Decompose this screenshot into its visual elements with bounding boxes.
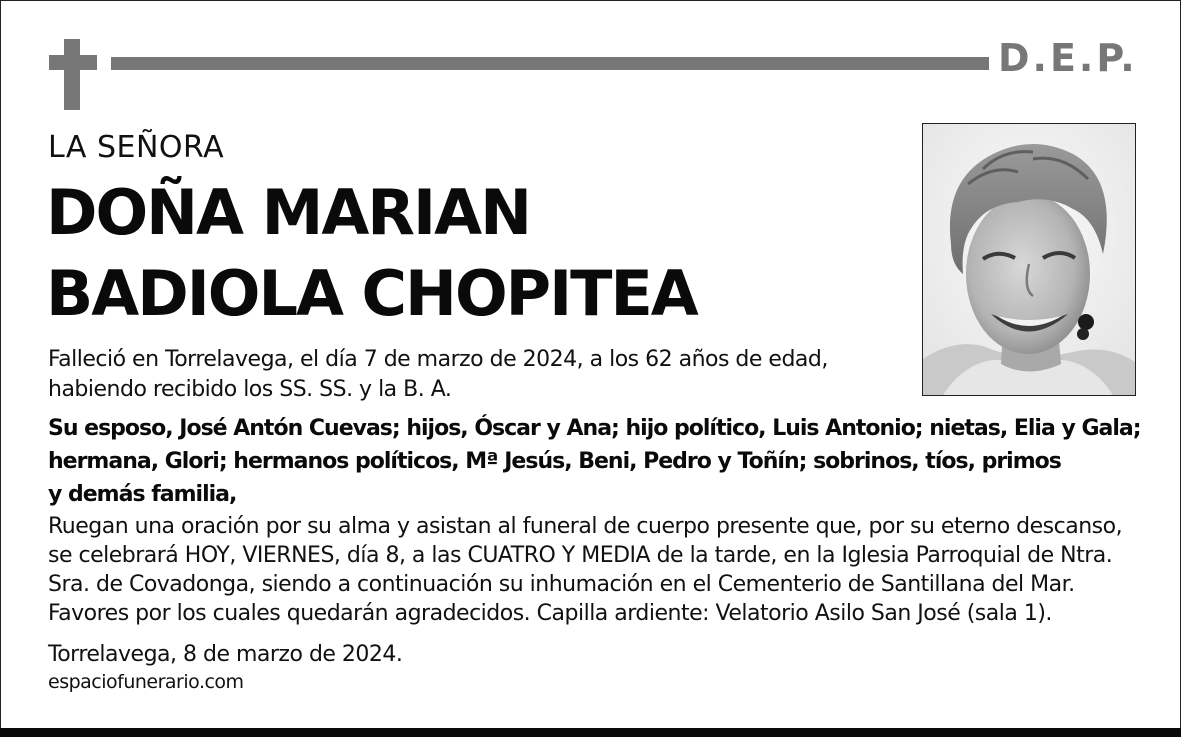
death-info-line2: habiendo recibido los SS. SS. y la B. A. (48, 377, 452, 402)
death-info-line1: Falleció en Torrelavega, el día 7 de marzo de 2024, a los 62 años de edad, (48, 347, 828, 372)
family-line3: y demás familia, (48, 482, 237, 507)
bottom-band (0, 728, 1181, 737)
portrait-photo (922, 123, 1136, 396)
request-line1: Ruegan una oración por su alma y asistan al funeral de cuerpo presente que, por su eterno descanso, (48, 514, 1123, 539)
deceased-name-line1: DOÑA MARIAN (46, 176, 530, 249)
family-line2: hermana, Glori; hermanos políticos, Mª Jesús, Beni, Pedro y Toñín; sobrinos, tíos, primos (48, 449, 1061, 474)
header-rule (111, 57, 989, 70)
request-line4: Favores por los cuales quedarán agradecidos. Capilla ardiente: Velatorio Asilo San José (sala 1). (48, 601, 1052, 626)
family-line1: Su esposo, José Antón Cuevas; hijos, Óscar y Ana; hijo político, Luis Antonio; nietas, Elia y Gala; (48, 416, 1141, 441)
honorific-title: LA SEÑORA (48, 130, 225, 165)
dep-heading: D.E.P. (998, 36, 1138, 80)
place-date: Torrelavega, 8 de marzo de 2024. (48, 642, 403, 667)
website-credit: espaciofunerario.com (48, 671, 244, 693)
deceased-name-line2: BADIOLA CHOPITEA (46, 257, 697, 330)
request-line3: Sra. de Covadonga, siendo a continuación su inhumación en el Cementerio de Santillana del Mar. (48, 572, 1075, 597)
request-line2: se celebrará HOY, VIERNES, día 8, a las CUATRO Y MEDIA de la tarde, en la Iglesia Parroquial de Ntra. (48, 543, 1113, 568)
